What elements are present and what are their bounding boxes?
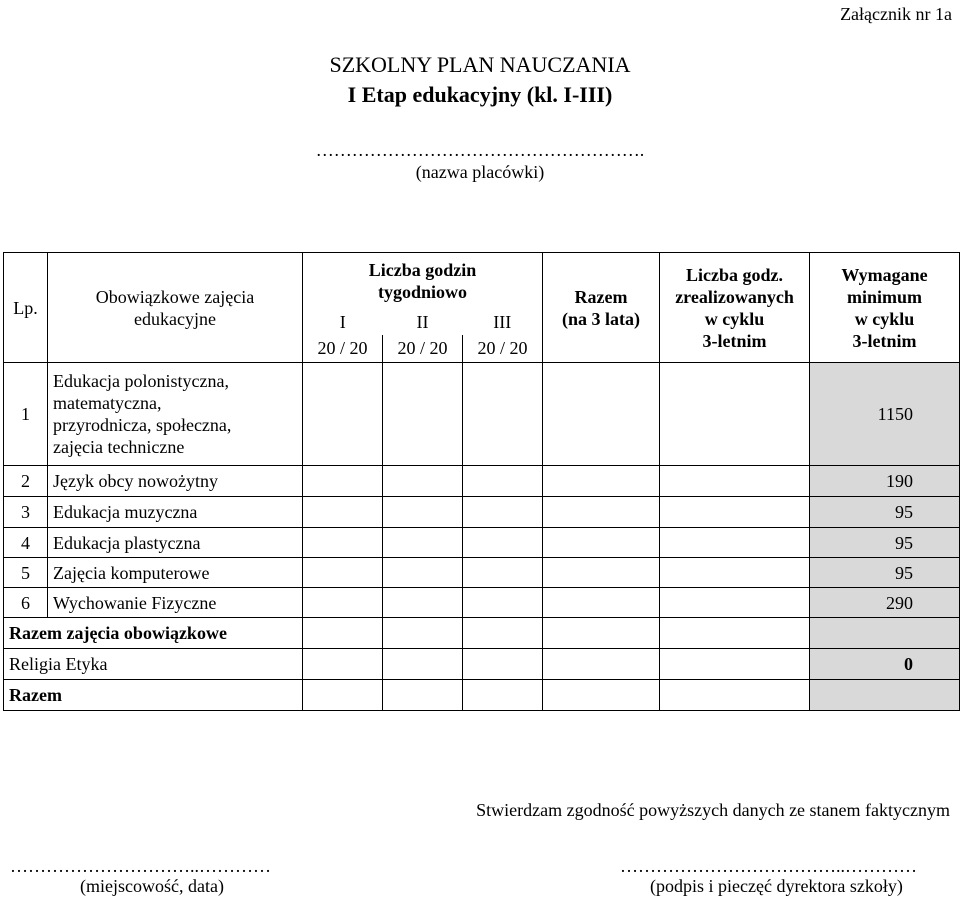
cell-grade-2[interactable] (383, 680, 463, 711)
cell-grade-1[interactable] (303, 618, 383, 649)
cell-total[interactable] (543, 588, 660, 618)
header-total-line1: Razem (574, 286, 628, 307)
cell-grade-1[interactable] (303, 497, 383, 528)
cell-grade-3[interactable] (463, 497, 543, 528)
header-realized-line4: 3-letnim (702, 330, 767, 351)
table-row (4, 497, 960, 528)
place-date-field[interactable]: …………………………..………… (10, 856, 271, 876)
cell-grade-2[interactable] (383, 497, 463, 528)
header-minimum-line1: Wymagane (841, 264, 928, 285)
place-date-label: (miejscowość, data) (80, 876, 224, 896)
cell-grade-2[interactable] (383, 618, 463, 649)
cell-realized[interactable] (660, 528, 810, 558)
cell-grade-1[interactable] (303, 649, 383, 680)
page-subtitle: I Etap edukacyjny (kl. I-III) (347, 82, 613, 107)
cell-total[interactable] (543, 466, 660, 497)
header-weekly-hours (303, 253, 543, 309)
header-weeks-3: 20 / 20 (463, 335, 543, 363)
cell-realized[interactable] (660, 618, 810, 649)
table-row (4, 528, 960, 558)
table-row (4, 466, 960, 497)
cell-grade-2[interactable] (383, 558, 463, 588)
confirmation-statement: Stwierdzam zgodność powyższych danych ze stanem faktycznym (476, 800, 950, 820)
header-total (543, 253, 660, 363)
sum-mandatory-row (4, 618, 960, 649)
header-minimum-line3: w cyklu (854, 308, 915, 329)
cell-grade-2[interactable] (383, 528, 463, 558)
table-row (4, 363, 960, 466)
sum-total-row (4, 680, 960, 711)
row-subject: Edukacja muzyczna (48, 497, 303, 528)
cell-total[interactable] (543, 558, 660, 588)
header-realized-line1: Liczba godz. (686, 264, 784, 285)
header-realized-line2: zrealizowanych (675, 286, 794, 307)
signature-field[interactable]: ………………………………..………… (620, 856, 917, 876)
cell-grade-2[interactable] (383, 466, 463, 497)
sum-mandatory-label: Razem zajęcia obowiązkowe (4, 618, 303, 649)
signature-label: (podpis i pieczęć dyrektora szkoły) (650, 876, 903, 896)
cell-grade-1[interactable] (303, 528, 383, 558)
cell-grade-2[interactable] (383, 363, 463, 466)
row-subject-line: matematyczna, (53, 393, 162, 413)
cell-grade-1[interactable] (303, 588, 383, 618)
header-minimum-line4: 3-letnim (852, 330, 917, 351)
row-lp: 3 (4, 497, 48, 528)
header-subject: Obowiązkowe zajęcia edukacyjne (48, 253, 303, 363)
cell-grade-2[interactable] (383, 649, 463, 680)
cell-grade-3[interactable] (463, 618, 543, 649)
row-subject: Edukacja plastyczna (48, 528, 303, 558)
header-minimum (810, 253, 960, 363)
annex-label: Załącznik nr 1a (840, 4, 952, 24)
cell-realized[interactable] (660, 497, 810, 528)
header-row-1 (4, 253, 960, 309)
religion-row (4, 649, 960, 680)
page-title: SZKOLNY PLAN NAUCZANIA (329, 52, 631, 77)
cell-total[interactable] (543, 680, 660, 711)
cell-realized[interactable] (660, 680, 810, 711)
cell-minimum: 95 (810, 497, 960, 528)
cell-minimum: 95 (810, 528, 960, 558)
header-weeks-1: 20 / 20 (303, 335, 383, 363)
row-subject-line: przyrodnicza, społeczna, (53, 415, 232, 435)
cell-grade-1[interactable] (303, 558, 383, 588)
school-name-field[interactable]: ………………………………………………. (315, 140, 645, 160)
cell-total[interactable] (543, 363, 660, 466)
cell-realized[interactable] (660, 588, 810, 618)
cell-total[interactable] (543, 618, 660, 649)
cell-minimum: 290 (810, 588, 960, 618)
cell-grade-1[interactable] (303, 680, 383, 711)
row-subject (48, 363, 303, 466)
row-lp: 5 (4, 558, 48, 588)
header-realized-line3: w cyklu (704, 308, 765, 329)
cell-realized[interactable] (660, 466, 810, 497)
row-lp: 6 (4, 588, 48, 618)
header-grade-2: II (416, 311, 429, 332)
header-weekly-line1: Liczba godzin (368, 259, 477, 280)
row-lp: 4 (4, 528, 48, 558)
row-lp: 2 (4, 466, 48, 497)
row-subject: Wychowanie Fizyczne (48, 588, 303, 618)
cell-realized[interactable] (660, 558, 810, 588)
table-row (4, 588, 960, 618)
table-row (4, 558, 960, 588)
cell-minimum: 0 (810, 649, 960, 680)
cell-grade-1[interactable] (303, 363, 383, 466)
cell-total[interactable] (543, 497, 660, 528)
header-weekly-line2: tygodniowo (378, 281, 468, 302)
sum-total-label: Razem (4, 680, 303, 711)
row-subject-line: zajęcia techniczne (53, 437, 185, 457)
header-grade-1: I (303, 309, 383, 335)
header-grade-3: III (463, 309, 543, 335)
header-weeks-2: 20 / 20 (383, 335, 463, 363)
cell-total[interactable] (543, 649, 660, 680)
cell-grade-1[interactable] (303, 466, 383, 497)
header-total-line2: (na 3 lata) (562, 308, 641, 329)
row-lp: 1 (4, 363, 48, 466)
cell-grade-3[interactable] (463, 588, 543, 618)
cell-minimum (810, 618, 960, 649)
header-lp: Lp. (4, 253, 48, 363)
row-subject-line: Edukacja polonistyczna, (53, 371, 229, 391)
religion-label: Religia Etyka (4, 649, 303, 680)
cell-minimum: 1150 (810, 363, 960, 466)
row-subject: Język obcy nowożytny (48, 466, 303, 497)
header-realized (660, 253, 810, 363)
cell-minimum: 95 (810, 558, 960, 588)
cell-grade-3[interactable] (463, 558, 543, 588)
cell-grade-2[interactable] (383, 588, 463, 618)
cell-grade-3[interactable] (463, 528, 543, 558)
cell-total[interactable] (543, 528, 660, 558)
cell-realized[interactable] (660, 649, 810, 680)
row-subject: Zajęcia komputerowe (48, 558, 303, 588)
cell-grade-3[interactable] (463, 680, 543, 711)
cell-grade-3[interactable] (463, 363, 543, 466)
cell-grade-3[interactable] (463, 649, 543, 680)
cell-minimum: 190 (810, 466, 960, 497)
school-name-label: (nazwa placówki) (415, 162, 545, 182)
header-minimum-line2: minimum (847, 286, 923, 307)
cell-minimum (810, 680, 960, 711)
teaching-plan-table (3, 252, 960, 711)
cell-grade-3[interactable] (463, 466, 543, 497)
cell-realized[interactable] (660, 363, 810, 466)
